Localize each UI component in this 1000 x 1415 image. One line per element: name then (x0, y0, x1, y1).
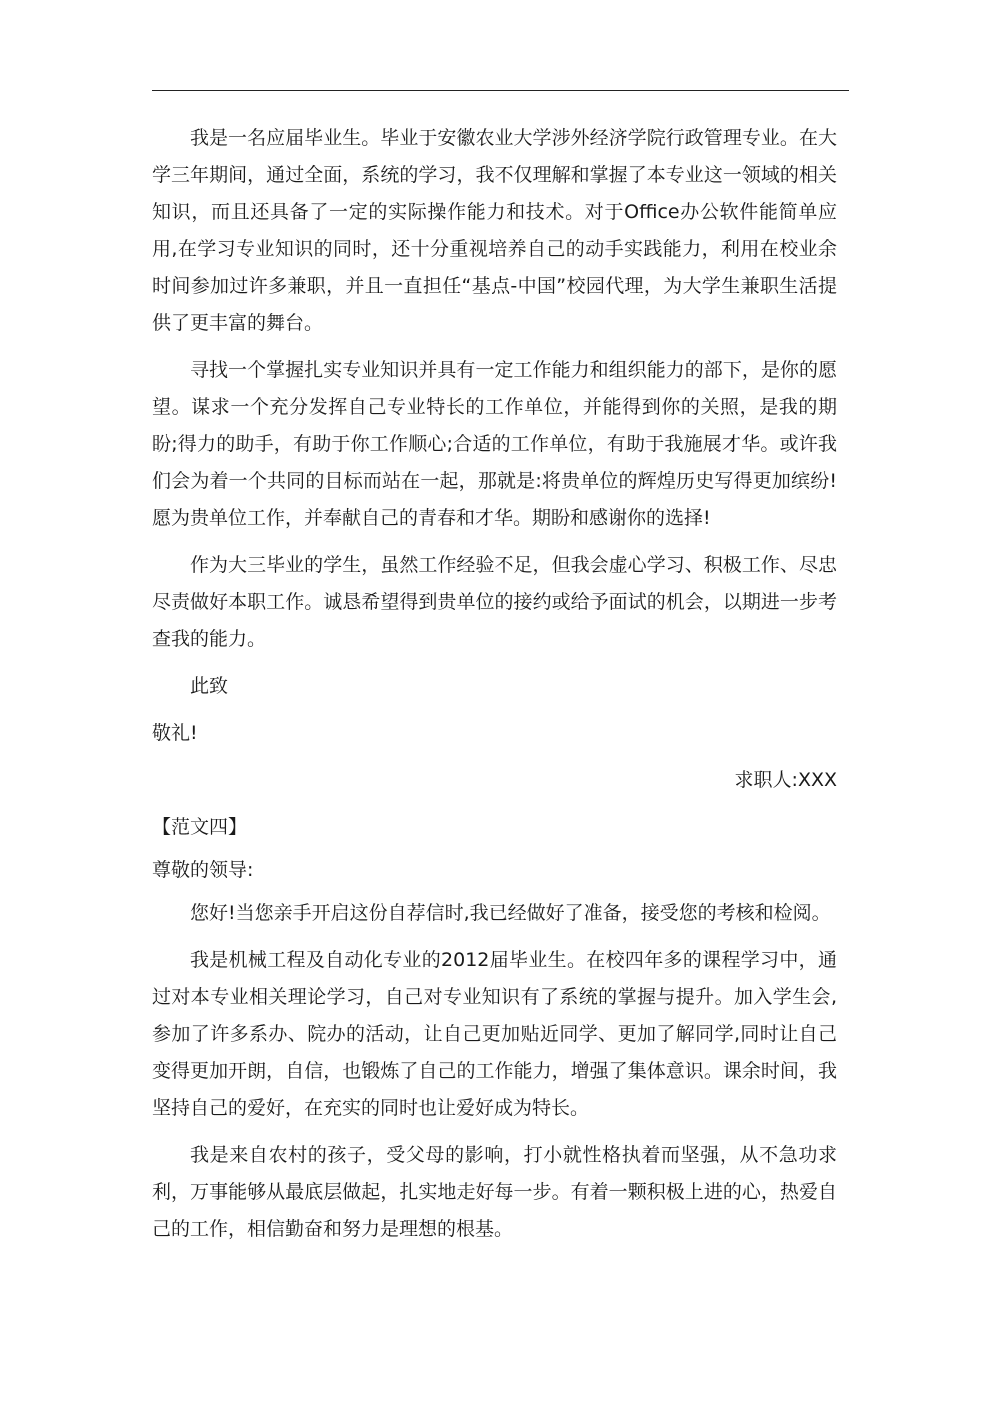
body-paragraph: 我是来自农村的孩子，受父母的影响，打小就性格执着而坚强，从不急功求利，万事能够从最底层做起，扎实地走好每一步。有着一颗积极上进的心，热爱自己的工作，相信勤奋和努力是理想的根基。 (152, 1144, 837, 1240)
body-paragraph: 我是一名应届毕业生。毕业于安徽农业大学涉外经济学院行政管理专业。在大学三年期间，通过全面，系统的学习，我不仅理解和掌握了本专业这一领域的相关知识，而且还具备了一定的实际操作能力和技术。对于Office办公软件能简单应用,在学习专业知识的同时，还十分重视培养自己的动手实践能力，利用在校业余时间参加过许多兼职，并且一直担任“基点-中国”校园代理，为大学生兼职生活提供了更丰富的舞台。 (152, 127, 837, 334)
body-paragraph: 寻找一个掌握扎实专业知识并具有一定工作能力和组织能力的部下，是你的愿望。谋求一个充分发挥自己专业特长的工作单位，并能得到你的关照，是我的期盼;得力的助手，有助于你工作顺心;合适的工作单位，有助于我施展才华。或许我们会为着一个共同的目标而站在一起，那就是:将贵单位的辉煌历史写得更加缤纷!愿为贵单位工作，并奉献自己的青春和才华。期盼和感谢你的选择! (152, 359, 837, 529)
salutation: 尊敬的领导: (152, 859, 254, 881)
body-paragraph: 您好!当您亲手开启这份自荐信时,我已经做好了准备，接受您的考核和检阅。 (190, 902, 831, 924)
body-paragraph: 作为大三毕业的学生，虽然工作经验不足，但我会虚心学习、积极工作、尽忠尽责做好本职工作。诚恳希望得到贵单位的接约或给予面试的机会，以期进一步考查我的能力。 (152, 554, 837, 650)
closing-salute: 敬礼! (152, 722, 198, 744)
body-paragraph: 我是机械工程及自动化专业的2012届毕业生。在校四年多的课程学习中，通过对本专业相关理论学习，自己对专业知识有了系统的掌握与提升。加入学生会,参加了许多系办、院办的活动，让自己更加贴近同学、更加了解同学,同时让自己变得更加开朗，自信，也锻炼了自己的工作能力，增强了集体意识。课余时间，我坚持自己的爱好，在充实的同时也让爱好成为特长。 (152, 949, 837, 1119)
section-title: 【范文四】 (152, 816, 248, 838)
closing-phrase: 此致 (190, 675, 229, 697)
signature: 求职人:XXX (734, 769, 837, 791)
header-rule (152, 90, 849, 91)
document-body (152, 120, 837, 1258)
